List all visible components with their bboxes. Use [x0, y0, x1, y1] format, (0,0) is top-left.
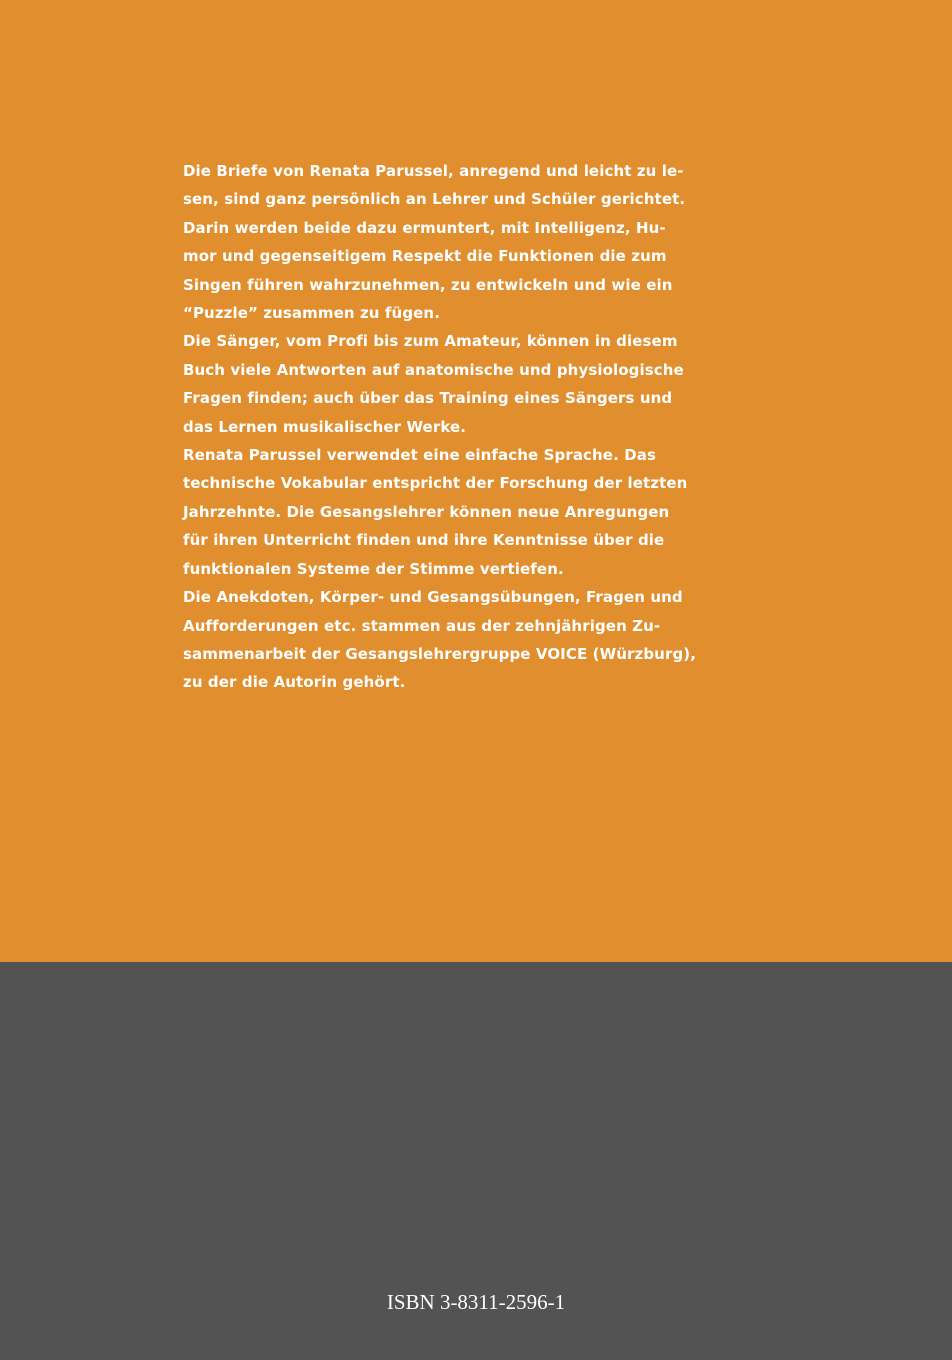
blurb-line: für ihren Unterricht finden und ihre Kenntnisse über die [183, 531, 665, 550]
blurb-line: Singen führen wahrzunehmen, zu entwickeln und wie ein [183, 275, 673, 294]
blurb-line: Aufforderungen etc. stammen aus der zehnjährigen Zu- [183, 616, 661, 635]
blurb-line: Buch viele Antworten auf anatomische und physiologische [183, 360, 684, 379]
blurb-line: technische Vokabular entspricht der Forschung der letzten [183, 474, 688, 493]
blurb-line: zu der die Autorin gehört. [183, 673, 406, 692]
blurb-line: sen, sind ganz persönlich an Lehrer und Schüler gerichtet. [183, 190, 686, 209]
blurb-line: sammenarbeit der Gesangslehrergruppe VOICE (Würzburg), [183, 644, 697, 663]
blurb-line: Renata Parussel verwendet eine einfache Sprache. Das [183, 446, 657, 465]
blurb-line: “Puzzle” zusammen zu fügen. [183, 304, 441, 323]
blurb-line: Fragen finden; auch über das Training eines Sängers und [183, 389, 673, 408]
blurb-line: Jahrzehnte. Die Gesangslehrer können neue Anregungen [183, 502, 670, 521]
blurb-line: Die Anekdoten, Körper- und Gesangsübungen, Fragen und [183, 588, 683, 607]
blurb-line: Die Sänger, vom Profi bis zum Amateur, können in diesem [183, 332, 678, 351]
blurb-line: Darin werden beide dazu ermuntert, mit Intelligenz, Hu- [183, 218, 666, 237]
back-cover-blurb [183, 157, 723, 697]
blurb-line: funktionalen Systeme der Stimme vertiefen. [183, 559, 564, 578]
blurb-line: das Lernen musikalischer Werke. [183, 417, 467, 436]
blurb-line: Die Briefe von Renata Parussel, anregend und leicht zu le- [183, 162, 684, 180]
blurb-line: mor und gegenseitigem Respekt die Funktionen die zum [183, 247, 667, 266]
isbn-number: ISBN 3-8311-2596-1 [386, 1290, 566, 1314]
